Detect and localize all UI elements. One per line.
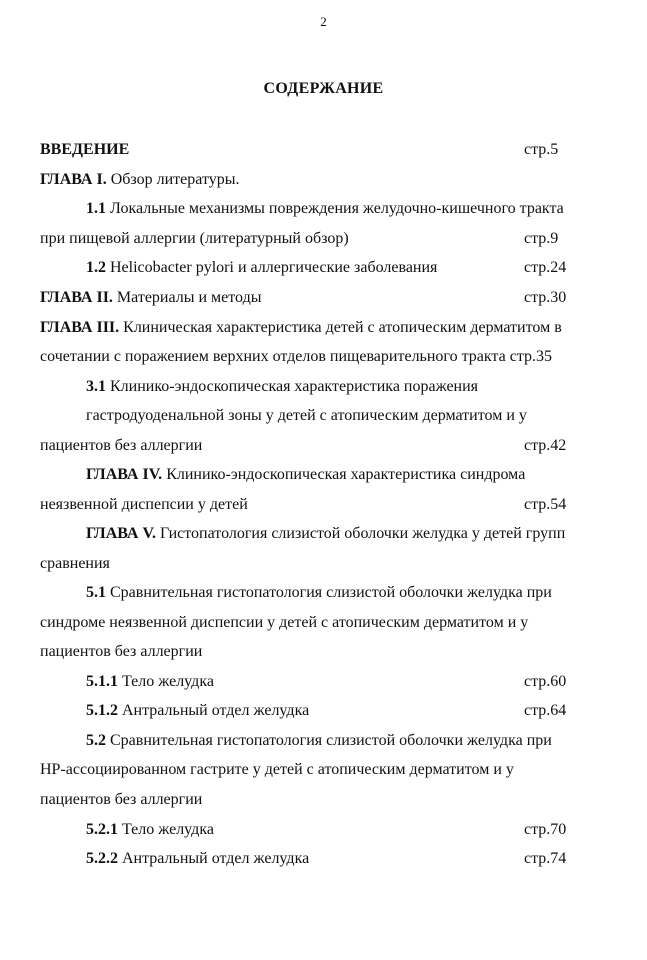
toc-page: стр.74 bbox=[524, 850, 567, 867]
toc-section-3-1-cont2 bbox=[40, 436, 202, 456]
toc-text: Тело желудка bbox=[118, 673, 214, 690]
toc-label: 5.2 bbox=[86, 732, 106, 749]
toc-section-1-1-cont bbox=[40, 229, 349, 249]
toc-label: 5.1.2 bbox=[86, 702, 118, 719]
toc-section-5-2-cont bbox=[40, 760, 514, 780]
toc-label: ГЛАВА II. bbox=[40, 289, 113, 306]
toc-text: Антральный отдел желудка bbox=[118, 702, 310, 719]
toc-chapter-3-cont bbox=[40, 347, 552, 367]
toc-text: Сравнительная гистопатология слизистой оболочки желудка при bbox=[106, 584, 552, 601]
toc-page: стр.30 bbox=[524, 289, 567, 306]
toc-text: синдроме неязвенной диспепсии у детей с атопическим дерматитом и у bbox=[40, 614, 529, 631]
toc-chapter-2 bbox=[40, 288, 261, 308]
toc-label: 1.2 bbox=[86, 259, 106, 276]
toc-text: Материалы и методы bbox=[112, 289, 262, 306]
toc-page: стр.9 bbox=[524, 230, 559, 247]
toc-text: Локальные механизмы повреждения желудочно-кишечного тракта bbox=[106, 200, 564, 217]
toc-text: Тело желудка bbox=[118, 821, 214, 838]
toc-text: неязвенной диспепсии у детей bbox=[40, 496, 248, 513]
toc-label: 5.2.2 bbox=[86, 850, 118, 867]
toc-text: Клиническая характеристика детей с атопическим дерматитом в bbox=[119, 319, 562, 336]
toc-section-5-2 bbox=[86, 731, 552, 751]
toc-intro bbox=[40, 140, 129, 160]
toc-page: стр.54 bbox=[524, 496, 567, 513]
page-number: 2 bbox=[320, 14, 327, 29]
page-title: СОДЕРЖАНИЕ bbox=[263, 80, 384, 97]
toc-chapter-4 bbox=[86, 465, 525, 485]
toc-text: при пищевой аллергии (литературный обзор) bbox=[40, 230, 349, 247]
toc-chapter-4-cont bbox=[40, 495, 248, 515]
toc-text: гастродуоденальной зоны у детей с атопическим дерматитом и у bbox=[86, 407, 527, 424]
toc-section-1-1 bbox=[86, 199, 564, 219]
toc-section-5-1-1 bbox=[86, 672, 214, 692]
toc-label: ВВЕДЕНИЕ bbox=[40, 141, 130, 158]
toc-text: Клинико-эндоскопическая характеристика поражения bbox=[106, 378, 479, 395]
toc-text: сочетании с поражением верхних отделов пищеварительного тракта стр.35 bbox=[40, 348, 552, 365]
toc-text: НР-ассоциированном гастрите у детей с атопическим дерматитом и у bbox=[40, 761, 514, 778]
toc-label: 5.1 bbox=[86, 584, 106, 601]
toc-text: Helicobacter pylori и аллергические заболевания bbox=[106, 259, 438, 276]
toc-chapter-3 bbox=[40, 318, 562, 338]
toc-label: ГЛАВА V. bbox=[86, 525, 156, 542]
toc-text: Антральный отдел желудка bbox=[118, 850, 310, 867]
toc-text: Обзор литературы. bbox=[106, 171, 240, 188]
toc-chapter-5-cont bbox=[40, 554, 110, 574]
toc-page: стр.24 bbox=[524, 259, 567, 276]
toc-page: стр.64 bbox=[524, 702, 567, 719]
toc-page: стр.60 bbox=[524, 673, 567, 690]
toc-section-5-2-1 bbox=[86, 820, 214, 840]
toc-text: пациентов без аллергии bbox=[40, 643, 203, 660]
toc-label: ГЛАВА I. bbox=[40, 171, 107, 188]
toc-label: 3.1 bbox=[86, 378, 106, 395]
toc-text: пациентов без аллергии bbox=[40, 437, 203, 454]
toc-text: пациентов без аллергии bbox=[40, 791, 203, 808]
toc-section-3-1-cont bbox=[86, 406, 527, 426]
toc-label: ГЛАВА III. bbox=[40, 319, 120, 336]
toc-label: 1.1 bbox=[86, 200, 106, 217]
toc-text: Гистопатология слизистой оболочки желудка у детей групп bbox=[155, 525, 566, 542]
toc-section-1-2 bbox=[86, 258, 437, 278]
toc-label: ГЛАВА IV. bbox=[86, 466, 163, 483]
toc-text: Сравнительная гистопатология слизистой оболочки желудка при bbox=[106, 732, 552, 749]
toc-section-3-1 bbox=[86, 377, 478, 397]
toc-page: стр.42 bbox=[524, 437, 567, 454]
toc-text: Клинико-эндоскопическая характеристика синдрома bbox=[162, 466, 526, 483]
toc-label: 5.1.1 bbox=[86, 673, 118, 690]
toc-text: сравнения bbox=[40, 555, 110, 572]
toc-page: стр.70 bbox=[524, 821, 567, 838]
toc-chapter-5 bbox=[86, 524, 565, 544]
toc-section-5-1-2 bbox=[86, 701, 309, 721]
toc-section-5-2-2 bbox=[86, 849, 309, 869]
toc-section-5-1 bbox=[86, 583, 552, 603]
toc-page: стр.5 bbox=[524, 141, 559, 158]
toc-section-5-1-cont2 bbox=[40, 642, 202, 662]
toc-section-5-1-cont bbox=[40, 613, 528, 633]
toc-chapter-1 bbox=[40, 170, 239, 190]
toc-section-5-2-cont2 bbox=[40, 790, 202, 810]
toc-label: 5.2.1 bbox=[86, 821, 118, 838]
